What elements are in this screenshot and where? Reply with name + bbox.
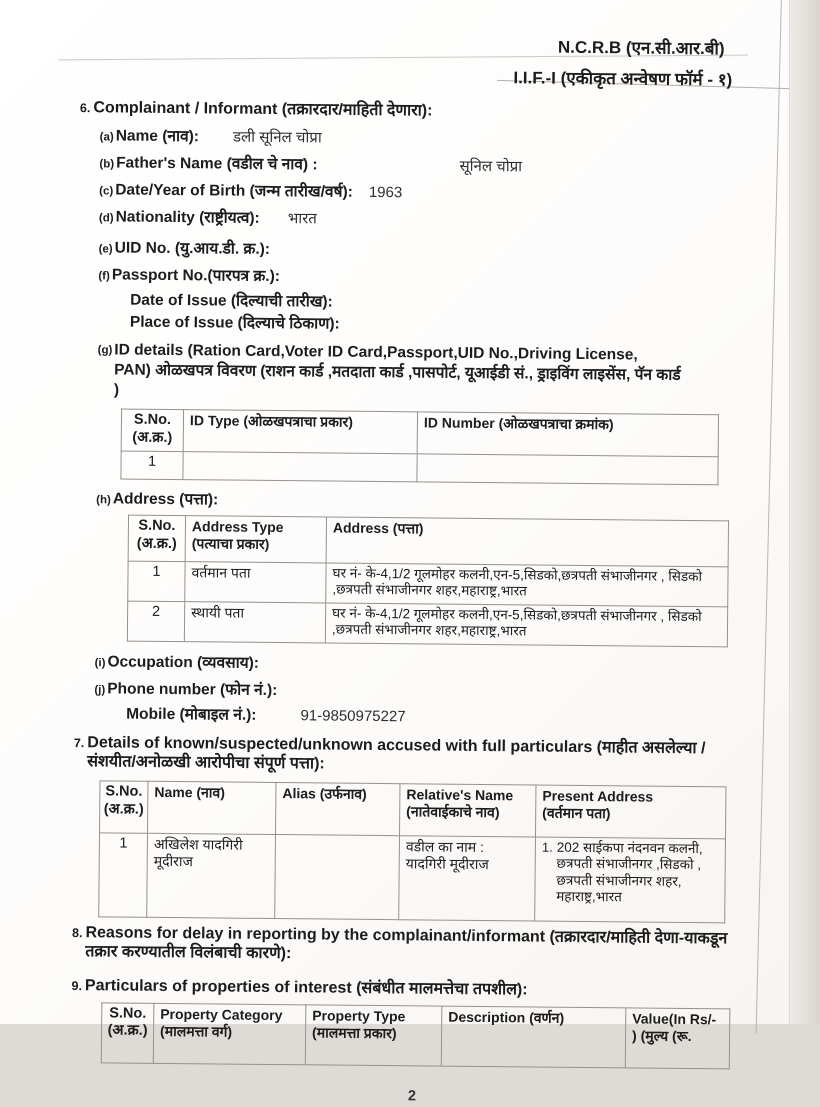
section-8-title: Reasons for delay in reporting by the complainant/informant (तक्रारदार/माहिती देणा-याकडून तक्रार करण्यातील विलंबाची कारणे): [85, 924, 728, 963]
field-e-id: (e) [98, 242, 113, 255]
field-passport [98, 262, 747, 290]
id-table-row1-sno: 1 [121, 451, 183, 480]
field-d-value: भारत [287, 209, 317, 227]
field-mobile-label: Mobile (मोबाइल नं.): [126, 705, 257, 724]
id-table-row1-type [183, 452, 417, 482]
field-d-id: (d) [98, 211, 114, 224]
id-details-table [120, 408, 719, 485]
field-d-label: Nationality (राष्ट्रीयत्व): [115, 207, 260, 227]
id-table-row1-number [417, 454, 718, 485]
properties-header-value: Value(In Rs/- ) (मुल्य (रू. [625, 1007, 730, 1068]
ncrb-header: N.C.R.B (एन.सी.आर.बी) [557, 37, 725, 59]
section-6-heading [80, 98, 749, 124]
accused-row1-alias [275, 834, 400, 919]
field-phone [94, 676, 743, 704]
field-uid [99, 235, 748, 263]
accused-row1-sno: 1 [99, 833, 148, 917]
section-6-number: 6. [79, 101, 91, 116]
address-table-header-address: Address (पत्ता) [326, 517, 728, 567]
accused-header-name: Name (नाव) [148, 781, 276, 834]
field-i-label: Occupation (व्यवसाय): [107, 653, 260, 672]
field-b-id: (b) [99, 157, 115, 170]
field-g-label: ID details (Ration Card,Voter ID Card,Passport,UID No.,Driving License, PAN) ओळखपत्र विवरण (राशन कार्ड ,मतदाता कार्ड ,पासपोर्ट, यूआईडी सं., ड्राइविंग लाइसेंस, पॅन कार्ड ) [113, 340, 681, 399]
iif-form-header: I.I.F.-I (एकीकृत अन्वेषण फॉर्म - १) [513, 68, 733, 90]
section-9-heading [71, 976, 740, 1002]
properties-header-category: Property Category (मालमत्ता वर्ग) [153, 1003, 306, 1064]
properties-table [101, 1002, 731, 1069]
id-table-header-type: ID Type (ओळखपत्राचा प्रकार) [183, 410, 417, 454]
field-i-id: (i) [94, 657, 106, 670]
field-place-of-issue-label: Place of Issue (दिल्याचे ठिकाण): [129, 313, 340, 333]
id-table-header-number: ID Number (ओळखपत्राचा क्रमांक) [417, 412, 718, 457]
section-8-number: 8. [71, 926, 83, 941]
field-mobile [126, 702, 743, 730]
field-b-label: Father's Name (वडील चे नाव) : [116, 153, 318, 173]
field-fathers-name [99, 150, 748, 178]
field-dob [99, 177, 748, 205]
address-table-header-sno: S.No. (अ.क्र.) [128, 515, 185, 562]
field-f-label: Passport No.(पारपत्र क्र.): [111, 265, 281, 285]
field-a-label: Name (नाव): [115, 126, 200, 145]
field-c-id: (c) [99, 184, 114, 197]
address-row2-address: घर नं- के-4,1/2 गूलमोहर कलनी,एन-5,सिडको,छत्रपती संभाजीनगर , सिडको ,छत्रपती संभाजीनगर शहर,महाराष्ट्र,भारत [325, 603, 727, 647]
properties-header-type: Property Type (मालमत्ता प्रकार) [305, 1004, 442, 1065]
address-row2-sno: 2 [127, 601, 184, 642]
accused-table [98, 780, 726, 923]
accused-row1-address [535, 837, 726, 923]
accused-address-text: 202 साईकपा नंदनवन कलनी, छत्रपती संभाजीनगर ,सिडको , छत्रपती संभाजीनगर शहर, महाराष्ट्र,भारत [556, 839, 703, 905]
field-c-value: 1963 [368, 183, 403, 201]
page-number: 2 [407, 1087, 417, 1104]
section-7-title: Details of known/suspected/unknown accused with full particulars (माहीत असलेल्या /संशयीत/अनोळखी आरोपीचा संपूर्ण पत्ता): [87, 734, 706, 773]
address-row2-type: स्थायी पता [184, 602, 325, 643]
address-row1-address: घर नं- के-4,1/2 गूलमोहर कलनी,एन-5,सिडको,छत्रपती संभाजीनगर , सिडको ,छत्रपती संभाजीनगर शहर,महाराष्ट्र,भारत [326, 563, 728, 607]
scan-background-band [790, 0, 820, 1024]
accused-header-address: Present Address (वर्तमान पता) [535, 785, 725, 839]
accused-header-sno: S.No. (अ.क्र.) [100, 781, 148, 833]
address-row1-type: वर्तमान पता [185, 562, 326, 603]
field-j-id: (j) [94, 684, 106, 697]
field-f-id: (f) [98, 269, 110, 282]
field-e-label: UID No. (यु.आय.डी. क्र.): [114, 238, 271, 258]
field-a-value: डली सूनिल चोप्रा [232, 128, 322, 146]
accused-row1-relative: वडील का नाम : यादगिरी मूदीराज [399, 836, 536, 921]
address-row1-sno: 1 [128, 561, 185, 602]
address-table [127, 515, 729, 648]
section-9-title: Particulars of properties of interest (संबंधीत मालमत्तेचा तपशील): [84, 977, 528, 999]
accused-header-relative: Relative's Name (नातेवाईकाचे नाव) [399, 784, 535, 837]
field-name [100, 123, 749, 151]
id-table-header-sno: S.No. (अ.क्र.) [121, 409, 183, 452]
section-9-number: 9. [71, 979, 83, 994]
field-a-id: (a) [99, 130, 114, 143]
field-c-label: Date/Year of Birth (जन्म तारीख/वर्ष): [115, 180, 353, 201]
section-7-number: 7. [73, 736, 85, 751]
field-h-id: (h) [96, 494, 111, 507]
field-j-label: Phone number (फोन नं.): [107, 680, 278, 699]
properties-header-description: Description (वर्णन) [441, 1006, 626, 1068]
field-id-details [97, 340, 747, 407]
accused-address-number: 1. [541, 839, 553, 855]
field-occupation [95, 649, 744, 677]
properties-header-sno: S.No. (अ.क्र.) [101, 1002, 154, 1062]
field-h-label: Address (पत्ता): [112, 490, 219, 509]
address-table-header-type: Address Type (पत्याचा प्रकार) [185, 516, 326, 563]
accused-row1-name: अखिलेश यादगिरी मूदीराज [147, 833, 276, 918]
field-mobile-value: 91-9850975227 [300, 707, 406, 726]
field-b-value: सूनिल चोप्रा [459, 157, 523, 175]
field-date-of-issue-label: Date of Issue (दिल्याची तारीख): [130, 291, 333, 311]
field-address [96, 486, 745, 514]
section-7-heading [74, 733, 743, 778]
field-g-id: (g) [97, 343, 113, 356]
section-6-title: Complainant / Informant (तक्रारदार/माहिती देणारा): [93, 99, 433, 120]
accused-header-alias: Alias (उर्फनाव) [275, 782, 399, 835]
section-8-heading [72, 923, 741, 968]
